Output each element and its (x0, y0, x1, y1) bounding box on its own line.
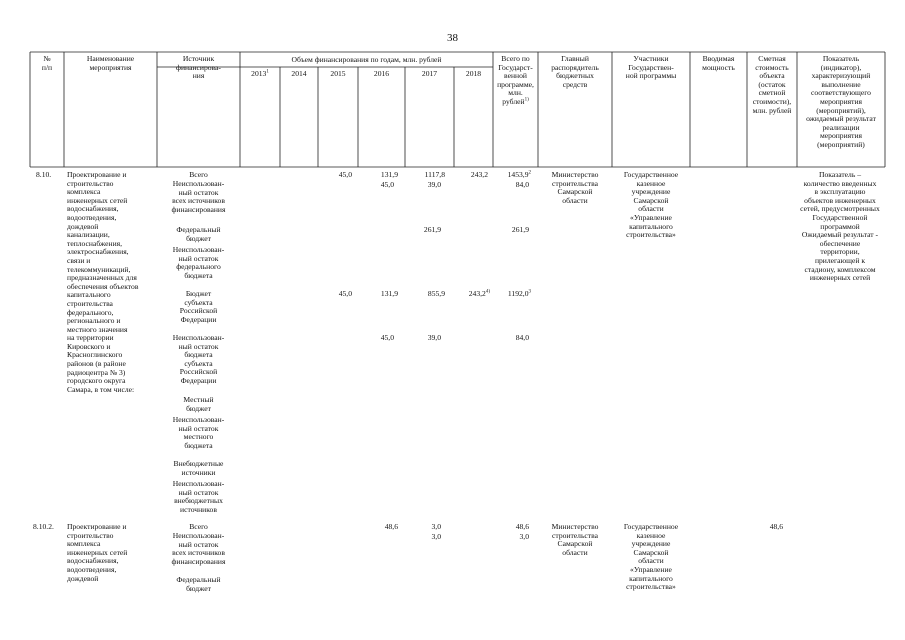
row2-num: 8.10.2. (33, 522, 54, 531)
row1-unused-all-all: 84,0 (515, 180, 529, 189)
row1-regional-2015: 45,0 (338, 289, 352, 298)
row2-unused-all-all: 3,0 (519, 532, 529, 541)
header-year-2015: 2015 (330, 69, 346, 78)
row2-participants: Государственное казенное учреждение Самарской области «Управление капитального строительства» (623, 522, 679, 592)
row2-estimated-cost: 48,6 (769, 522, 783, 531)
row1-source-local: Местный бюджет (183, 395, 214, 413)
header-year-2013: 2013$^1$ (251, 69, 269, 78)
header-estimated-cost: Сметная стоимость объекта (остаток сметной стоимости), млн. рублей (752, 54, 792, 115)
row1-federal-all: 261,9 (511, 225, 529, 234)
row1-regional-all: 1192,0$^3$ (507, 289, 531, 298)
row2-total-2017: 3,0 (431, 522, 441, 531)
row2-source-total: Всего (189, 522, 208, 531)
row2-total-all: 48,6 (515, 522, 529, 531)
row1-regional-2017: 855,9 (427, 289, 445, 298)
row1-source-unused-extrabudget: Неиспользован- ный остаток внебюджетных источников (172, 479, 225, 514)
row1-source-extrabudget: Внебюджетные источники (173, 459, 224, 477)
row1-indicator: Показатель – количество введенных в эксплуатацию объектов инженерных сетей, предусмотренных Государственной программой Ожидаемый результат - обеспечение территории, прилегающей к стадиону, комплексом инженерных сетей (800, 170, 880, 283)
row1-source-unused-federal: Неиспользован- ный остаток федерального бюджета (172, 245, 225, 280)
row2-distributor: Министерство строительства Самарской области (551, 522, 599, 557)
row1-total-2018: 243,2 (470, 170, 488, 179)
header-year-2018: 2018 (465, 69, 482, 78)
row1-source-unused-regional: Неиспользован- ный остаток бюджета субъекта Российской Федерации (172, 333, 225, 385)
row1-unused-regional-all: 84,0 (515, 333, 529, 342)
row2-total-2016: 48,6 (384, 522, 398, 531)
header-participants: Участники Государствен- ной программы (625, 54, 677, 81)
row1-regional-2016: 131,9 (380, 289, 398, 298)
header-year-2014: 2014 (291, 69, 307, 78)
row1-source-unused-local: Неиспользован- ный остаток местного бюджета (172, 415, 225, 450)
row1-participants: Государственное казенное учреждение Самарской области «Управление капитального строительства» (623, 170, 679, 240)
row1-name: Проектирование и строительство комплекса инженерных сетей водоснабжения, водоотведения, дождевой канализации, теплоснабжения, электроснабжения, связи и телекоммуникаций, предназначенных для обеспечения объектов капитального строительства федерального, регионального и местного значения на территории Кировского и Красноглинского районов (в районе радиоцентра № 3) городского округа Самара, в том числе: (67, 170, 139, 394)
page-number: 38 (447, 32, 458, 44)
row1-source-regional: Бюджет субъекта Российской Федерации (179, 289, 218, 324)
row1-unused-regional-2016: 45,0 (380, 333, 394, 342)
row1-federal-2017: 261,9 (423, 225, 441, 234)
row1-source-federal: Федеральный бюджет (176, 225, 221, 243)
row1-source-total: Всего (189, 170, 208, 179)
row1-regional-2018: 243,2$^{4)}$ (468, 289, 490, 298)
header-year-2017: 2017 (421, 69, 438, 78)
row2-unused-all-2017: 3,0 (431, 532, 441, 541)
header-name: Наименование мероприятия (86, 54, 135, 72)
row1-total-2016: 131,9 (380, 170, 398, 179)
row1-unused-all-2017: 39,0 (427, 180, 441, 189)
row2-source-unused-all: Неиспользован- ный остаток всех источников финансирования (171, 531, 226, 566)
row2-source-federal: Федеральный бюджет (176, 575, 221, 593)
header-capacity: Вводимая мощность (702, 54, 735, 72)
row1-total-all: 1453,9$^2$ (507, 170, 531, 179)
row1-num: 8.10. (36, 170, 52, 179)
header-distributor: Главный распорядитель бюджетных средств (551, 54, 599, 89)
header-indicator: Показатель (индикатор), характеризующий выполнение соответствующего мероприятия (мероприятий), ожидаемый результат реализации мероприятия (мероприятий) (806, 54, 876, 149)
row1-total-2015: 45,0 (338, 170, 352, 179)
header-source: Источник финансирова- ния (176, 54, 221, 81)
row1-source-unused-all: Неиспользован- ный остаток всех источников финансирования (171, 179, 226, 214)
row1-distributor: Министерство строительства Самарской области (551, 170, 599, 205)
row1-unused-regional-2017: 39,0 (427, 333, 441, 342)
header-total: Всего по Государст- венной программе, млн. рублей$^{1)}$ (497, 54, 534, 106)
row1-total-2017: 1117,8 (424, 170, 445, 179)
row1-unused-all-2016: 45,0 (380, 180, 394, 189)
header-num: № п/п (41, 54, 53, 72)
header-year-2016: 2016 (373, 69, 390, 78)
row2-name: Проектирование и строительство комплекса инженерных сетей водоснабжения, водоотведения, дождевой (67, 522, 128, 583)
header-financing-title: Объем финансирования по годам, млн. рублей (291, 55, 442, 64)
